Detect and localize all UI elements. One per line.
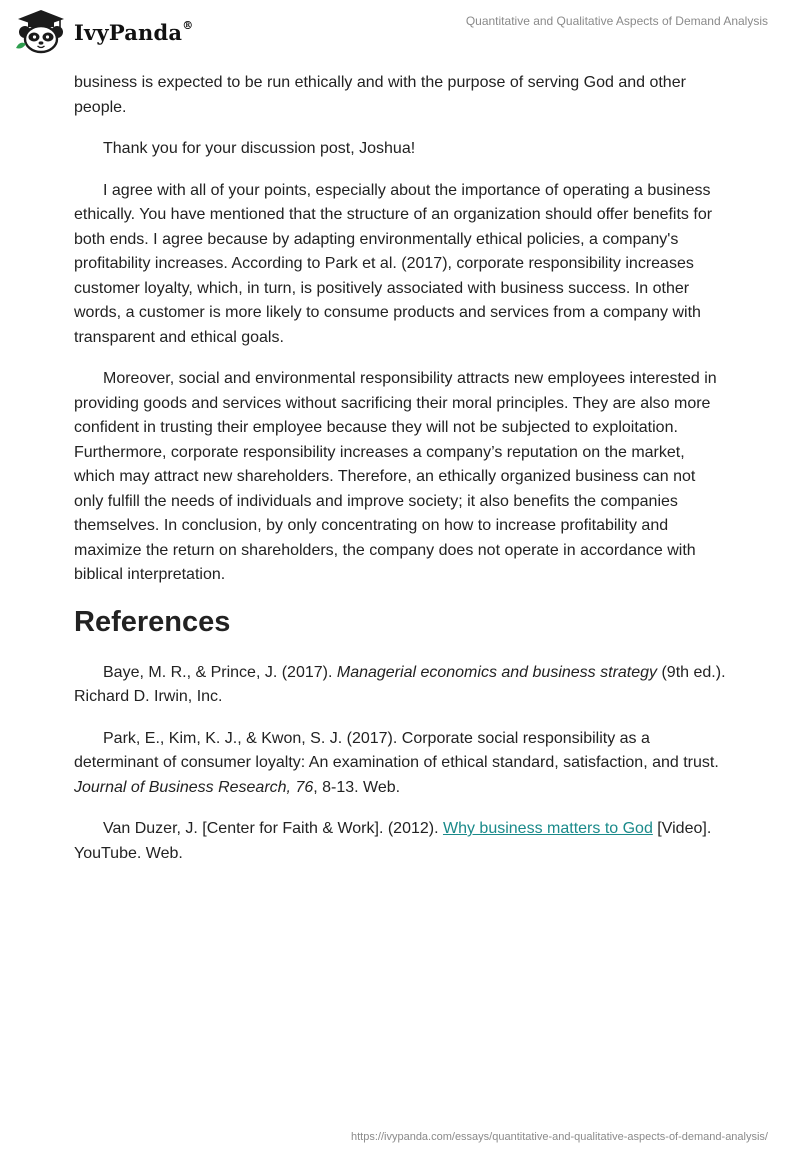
essay-content	[74, 71, 726, 883]
reference-text: (9th ed.). Richard D. Irwin, Inc.	[74, 663, 726, 705]
reference-text: Van Duzer, J. [Center for Faith & Work]. (2012).	[103, 820, 443, 837]
references-heading: References	[74, 605, 231, 638]
reference-text: [Video]. YouTube. Web.	[74, 820, 712, 862]
reference-journal: Journal of Business Research, 76	[74, 778, 314, 796]
registered-mark: ®	[182, 18, 194, 32]
document-title: Quantitative and Qualitative Aspects of Demand Analysis	[465, 14, 768, 28]
panda-graduate-icon	[14, 8, 68, 54]
brand-text: IvyPanda	[74, 19, 183, 45]
paragraph-thanks: Thank you for your discussion post, Joshua!	[103, 140, 416, 157]
paragraph-agreement: I agree with all of your points, especially about the importance of operating a business ethically. You have mentioned that the structure of an organization should offer benefits for both ends. I agree because by adapting environmentally ethical policies, a company's profitability increases. According to Park et al. (2017), corporate responsibility increases customer loyalty, which, in turn, is positively associated with business success. In other words, a customer is more likely to consume products and services from a company with transparent and ethical goals.	[74, 181, 713, 346]
reference-video-link[interactable]: Why business matters to God	[442, 820, 653, 837]
paragraph-continued: business is expected to be run ethically and with the purpose of serving God and other people.	[74, 74, 686, 116]
brand-name	[74, 20, 193, 45]
reference-text: Baye, M. R., & Prince, J. (2017).	[103, 663, 337, 681]
footer-source-url: https://ivypanda.com/essays/quantitative-and-qualitative-aspects-of-demand-analysis/	[351, 1131, 768, 1143]
site-logo[interactable]	[14, 8, 193, 54]
reference-text: Park, E., Kim, K. J., & Kwon, S. J. (2017). Corporate social responsibility as a determinant of consumer loyalty: An examination of ethical standard, satisfaction, and trust.	[74, 729, 719, 771]
page-header	[0, 0, 800, 64]
reference-item	[74, 661, 726, 710]
reference-text: , 8-13. Web.	[313, 778, 401, 796]
reference-item	[74, 817, 726, 866]
reference-item	[74, 727, 726, 801]
reference-title: Managerial economics and business strategy	[336, 663, 658, 681]
paragraph-conclusion: Moreover, social and environmental responsibility attracts new employees interested in providing goods and services without sacrificing their moral principles. They are also more confident in trusting their employee because they will not be subjected to exploitation. Furthermore, corporate responsibility increases a company’s reputation on the market, which may attract new shareholders. Therefore, an ethically organized business can not only fulfill the needs of individuals and improve society; it also benefits the companies themselves. In conclusion, by only concentrating on how to increase profitability and maximize the return on shareholders, the company does not operate in accordance with biblical interpretation.	[74, 370, 717, 583]
